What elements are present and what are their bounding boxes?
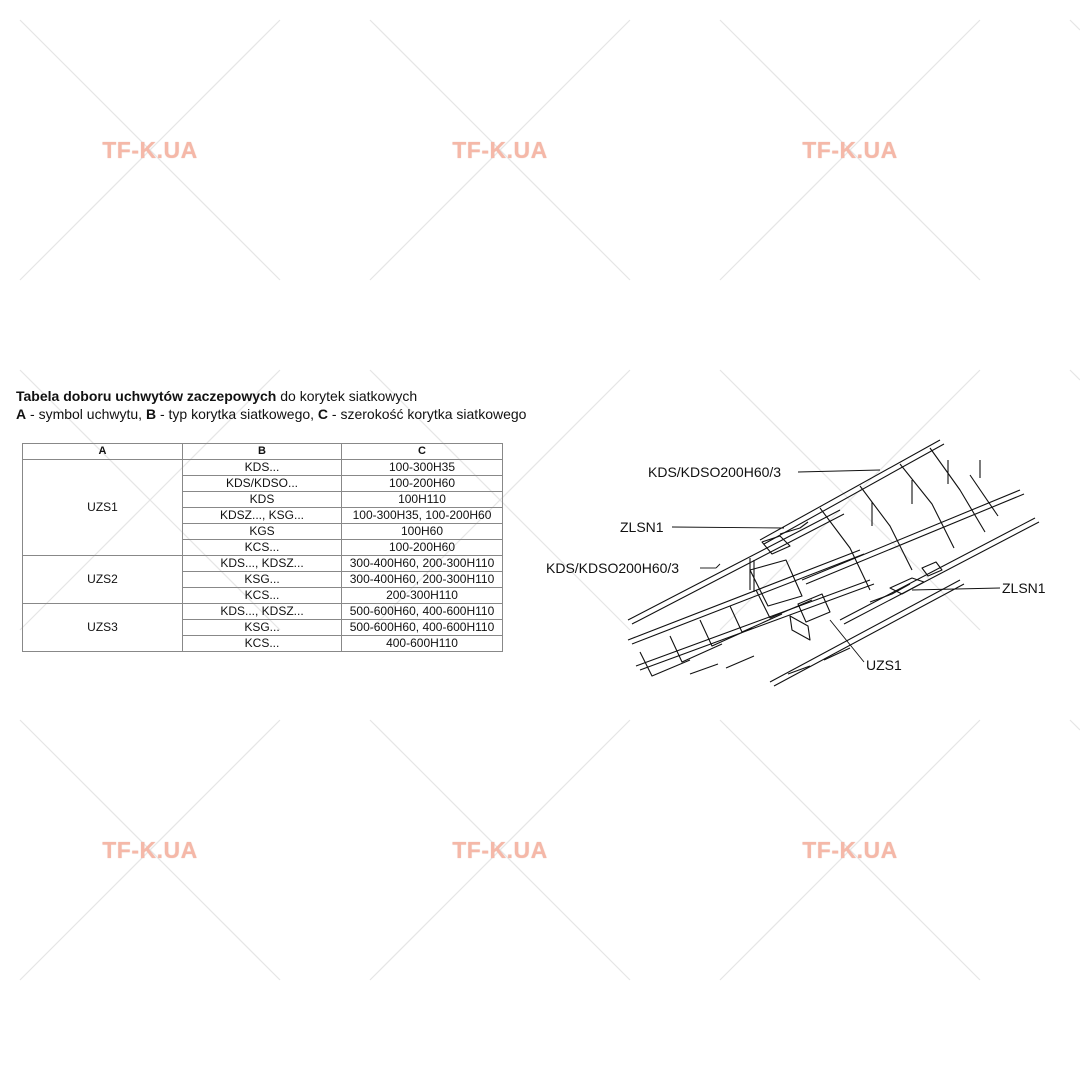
title-bold: Tabela doboru uchwytów zaczepowych — [16, 388, 277, 404]
cell-tray-width: 100H110 — [342, 492, 503, 508]
cell-tray-width: 100-300H35, 100-200H60 — [342, 508, 503, 524]
table-header-row — [23, 444, 503, 460]
legend-desc-b: - typ korytka siatkowego, — [156, 406, 318, 422]
table-row — [23, 460, 503, 476]
column-header-b: B — [183, 444, 342, 460]
cell-tray-width: 100H60 — [342, 524, 503, 540]
title-line-2 — [16, 405, 636, 423]
legend-desc-c: - szerokość korytka siatkowego — [328, 406, 527, 422]
column-header-c: C — [342, 444, 503, 460]
cell-tray-type: KDSZ..., KSG... — [183, 508, 342, 524]
cell-tray-type: KDS..., KDSZ... — [183, 604, 342, 620]
cell-tray-type: KDS — [183, 492, 342, 508]
cable-tray-diagram — [540, 430, 1070, 690]
table-body — [23, 460, 503, 652]
cell-holder-symbol: UZS3 — [23, 604, 183, 652]
cell-tray-width: 500-600H60, 400-600H110 — [342, 604, 503, 620]
cell-tray-width: 200-300H110 — [342, 588, 503, 604]
title-line-1 — [16, 387, 636, 405]
column-header-a: A — [23, 444, 183, 460]
label-zlsn-right: ZLSN1 — [1002, 580, 1046, 596]
watermark-text: TF-K.UA — [102, 837, 198, 863]
legend-key-c: C — [317, 406, 329, 422]
cell-holder-symbol: UZS1 — [23, 460, 183, 556]
legend-key-a: A — [16, 406, 27, 422]
label-tray-top: KDS/KDSO200H60/3 — [648, 464, 782, 480]
legend-desc-a: - symbol uchwytu, — [26, 406, 146, 422]
selection-table — [22, 443, 503, 652]
watermark-text: TF-K.UA — [802, 837, 898, 863]
cell-tray-type: KDS... — [183, 460, 342, 476]
cell-tray-type: KSG... — [183, 620, 342, 636]
cell-tray-type: KGS — [183, 524, 342, 540]
document-title — [16, 387, 636, 423]
cell-tray-type: KCS... — [183, 636, 342, 652]
cell-tray-width: 100-300H35 — [342, 460, 503, 476]
cell-tray-type: KDS/KDSO... — [183, 476, 342, 492]
cell-tray-type: KSG... — [183, 572, 342, 588]
label-zlsn-left: ZLSN1 — [620, 519, 664, 535]
cell-tray-width: 500-600H60, 400-600H110 — [342, 620, 503, 636]
table-row — [23, 604, 503, 620]
cell-tray-width: 400-600H110 — [342, 636, 503, 652]
legend-key-b: B — [145, 406, 157, 422]
cell-tray-width: 100-200H60 — [342, 540, 503, 556]
cell-tray-width: 100-200H60 — [342, 476, 503, 492]
label-tray-left: KDS/KDSO200H60/3 — [546, 560, 680, 576]
watermark-text: TF-K.UA — [802, 137, 898, 163]
watermark-text: TF-K.UA — [452, 137, 548, 163]
cell-tray-width: 300-400H60, 200-300H110 — [342, 572, 503, 588]
title-rest: do korytek siatkowych — [276, 388, 418, 404]
watermark-text: TF-K.UA — [102, 137, 198, 163]
cell-holder-symbol: UZS2 — [23, 556, 183, 604]
cell-tray-width: 300-400H60, 200-300H110 — [342, 556, 503, 572]
label-uzs: UZS1 — [866, 657, 902, 673]
table-row — [23, 556, 503, 572]
cell-tray-type: KCS... — [183, 540, 342, 556]
cell-tray-type: KCS... — [183, 588, 342, 604]
cell-tray-type: KDS..., KDSZ... — [183, 556, 342, 572]
watermark-text: TF-K.UA — [452, 837, 548, 863]
